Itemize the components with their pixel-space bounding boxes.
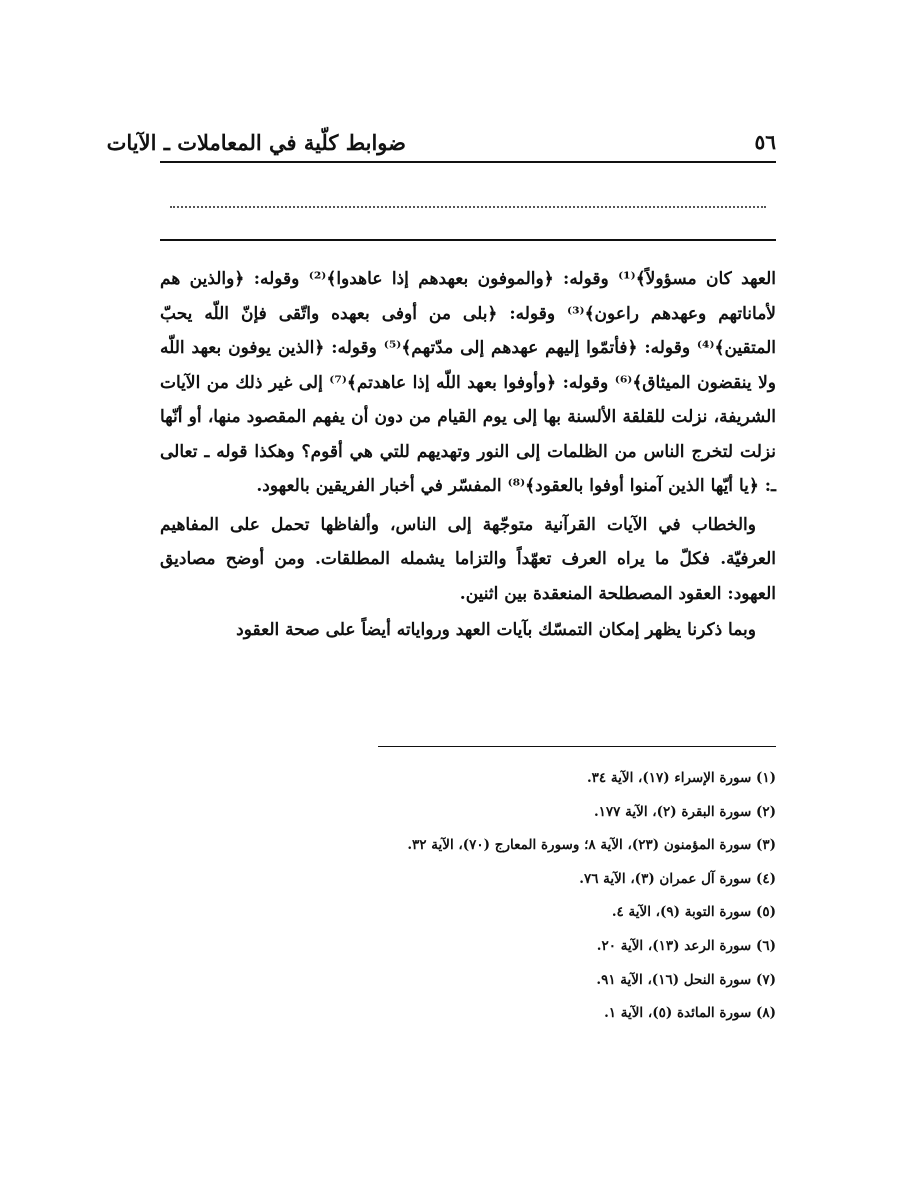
main-text xyxy=(160,262,776,648)
footnote-item: (٤) سورة آل عمران (٣)، الآية ٧٦. xyxy=(579,870,776,887)
footnote-item: (٥) سورة التوبة (٩)، الآية ٤. xyxy=(611,904,776,921)
footnote-item: (٧) سورة النحل (١٦)، الآية ٩١. xyxy=(596,971,776,988)
paragraph: والخطاب في الآيات القرآنية متوجّهة إلى الناس، وألفاظها تحمل على المفاهيم العرفيّة. فكلّ ما يراه العرف تعهّداً والتزاما يشمله المطلقات. ومن أوضح مصاديق العهود: العقود المصطلحة المنعقدة بين اثنين. xyxy=(160,514,776,604)
footnotes-list xyxy=(160,762,776,1031)
dotted-divider xyxy=(170,206,766,208)
footnote-item: (٦) سورة الرعد (١٣)، الآية ٢٠. xyxy=(596,937,776,954)
page-number: ٥٦ xyxy=(754,130,776,154)
paragraph: العهد كان مسؤولاً﴾⁽¹⁾ وقوله: ﴿والموفون بعهدهم إذا عاهدوا﴾⁽²⁾ وقوله: ﴿والذين هم لأماناتهم وعهدهم راعون﴾⁽³⁾ وقوله: ﴿بلى من أوفى بعهده واتّقى فإنّ اللّه يحبّ المتقين﴾⁽⁴⁾ وقوله: ﴿فأتمّوا إليهم عهدهم إلى مدّتهم﴾⁽⁵⁾ وقوله: ﴿الذين يوفون بعهد اللّه ولا ينقضون الميثاق﴾⁽⁶⁾ وقوله: ﴿وأوفوا بعهد اللّه إذا عاهدتم﴾⁽⁷⁾ إلى غير ذلك من الآيات الشريفة، نزلت للقلقة الألسنة بها إلى يوم القيام من دون أن يفهم المقصود منها، أو أنّها نزلت لتخرج الناس من الظلمات إلى النور وتهديهم للتي هي أقوم؟ وهكذا قوله ـ تعالى ـ: ﴿يا أيّها الذين آمنوا أوفوا بالعقود﴾⁽⁸⁾ المفسّر في أخبار الفريقين بالعهود. xyxy=(160,269,776,496)
footnote-separator xyxy=(378,746,776,747)
footnote-item: (٣) سورة المؤمنون (٢٣)، الآية ٨؛ وسورة المعارج (٧٠)، الآية ٣٢. xyxy=(407,837,776,854)
footnote-item: (١) سورة الإسراء (١٧)، الآية ٣٤. xyxy=(586,770,776,786)
body-top-rule xyxy=(160,239,776,241)
running-title: ضوابط كلّية في المعاملات ـ الآيات xyxy=(106,130,406,155)
header-rule xyxy=(160,161,776,163)
footnote-item: (٨) سورة المائدة (٥)، الآية ١. xyxy=(604,1005,776,1022)
footnote-item: (٢) سورة البقرة (٢)، الآية ١٧٧. xyxy=(593,803,776,820)
page-header xyxy=(106,124,776,164)
paragraph: وبما ذكرنا يظهر إمكان التمسّك بآيات العهد ورواياته أيضاً على صحة العقود xyxy=(236,620,756,640)
